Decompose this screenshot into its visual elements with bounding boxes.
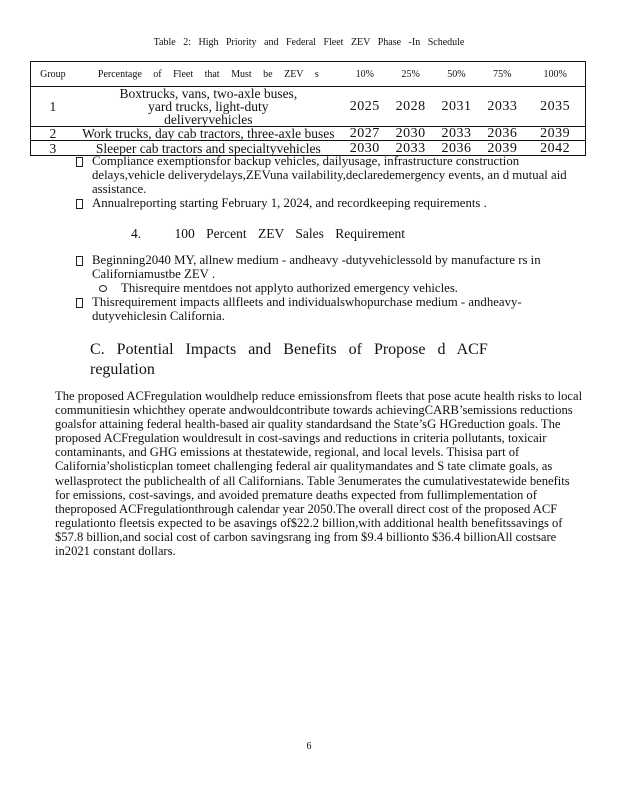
list-item xyxy=(76,154,576,196)
zev-phase-in-table xyxy=(30,61,586,156)
year-cell: 2033 xyxy=(479,87,525,127)
description-cell: Sleeper cab tractors and specialtyvehicles xyxy=(75,141,342,156)
header-percentage: Percentage of Fleet that Must be ZEV s xyxy=(97,68,319,80)
year-cell: 2030 xyxy=(342,141,388,156)
header-group: Group xyxy=(40,68,66,80)
year-cell: 2036 xyxy=(479,127,525,141)
group-cell: 1 xyxy=(31,87,75,127)
year-cell: 2027 xyxy=(342,127,388,141)
sub-list-item xyxy=(99,281,576,295)
section-heading-c: C. Potential Impacts and Benefits of Propose d ACF regulation xyxy=(90,341,488,378)
year-cell: 2035 xyxy=(525,87,585,127)
bullet-box-icon xyxy=(76,199,83,209)
bullet-list-sales xyxy=(76,253,576,323)
section-number: 4. xyxy=(131,226,142,241)
list-item xyxy=(76,253,576,281)
section-title: 100 Percent ZEV Sales Requirement xyxy=(174,226,405,241)
header-10: 10% xyxy=(355,68,374,80)
header-25: 25% xyxy=(401,68,420,80)
list-item-text: Beginning2040 MY, allnew medium - andheavy -dutyvehiclessold by manufacture rs in Californiamustbe ZEV . xyxy=(92,253,541,281)
section-heading-4 xyxy=(131,226,405,242)
year-cell: 2028 xyxy=(388,87,434,127)
year-cell: 2042 xyxy=(525,141,585,156)
bullet-box-icon xyxy=(76,298,83,308)
body-paragraph: The proposed ACFregulation wouldhelp reduce emissionsfrom fleets that pose acute health risks to local communitiesin whichthey operate andwouldcontribute towards achievingCARB’semissions reductions goalsfor attaining federal health-based air quality standardsand the State’sG HGreduction goals. The proposed ACFregulation wouldresult in cost-savings and reductions in criteria pollutants, toxicair contaminants, and GHG emissions at thestatewide, regional, and local levels. Thisisa part of California’sholisticplan tomeet challenging federal air qualitymandates and S tate climate goals, as wellasprotect the publichealth of all Californians. Table 3enumerates the cumulativestatewide benefits for emissions, cost-savings, and avoided premature deaths expected from fullimplementation of theproposed ACFregulationthrough calendar year 2050.The overall direct cost of the proposed ACF regulationto fleetsis expected to be asavings of$22.2 billion,with additional health benefitssavings of $57.8 billion,and social cost of carbon savingsrang ing from $9.4 billionto $36.4 billionAll costsare in2021 constant dollars. xyxy=(55,389,583,559)
table-header-row xyxy=(31,62,586,87)
table-caption: Table 2: High Priority and Federal Fleet ZEV Phase -In Schedule xyxy=(153,37,465,48)
table-row xyxy=(31,127,586,141)
header-50: 50% xyxy=(447,68,466,80)
year-cell: 2036 xyxy=(434,141,480,156)
year-cell: 2031 xyxy=(434,87,480,127)
group-cell: 2 xyxy=(31,127,75,141)
year-cell: 2039 xyxy=(479,141,525,156)
header-75: 75% xyxy=(493,68,512,80)
year-cell: 2033 xyxy=(388,141,434,156)
year-cell: 2025 xyxy=(342,87,388,127)
header-100: 100% xyxy=(543,68,567,80)
year-cell: 2033 xyxy=(434,127,480,141)
description-cell: Work trucks, day cab tractors, three-axle buses xyxy=(75,127,342,141)
group-cell: 3 xyxy=(31,141,75,156)
list-item-text: Compliance exemptionsfor backup vehicles, dailyusage, infrastructure construction delays,vehicle deliverydelays,ZEVuna vailability,declaredemergency events, an d mutual aid assistance. xyxy=(92,154,567,196)
bullet-box-icon xyxy=(76,157,83,167)
bullet-circle-icon xyxy=(99,285,107,292)
page-number: 6 xyxy=(306,741,312,752)
list-item-text: Thisrequirement impacts allfleets and individualswhopurchase medium - andheavy-dutyvehiclesin California. xyxy=(92,295,522,323)
year-cell: 2039 xyxy=(525,127,585,141)
year-cell: 2030 xyxy=(388,127,434,141)
list-item xyxy=(76,295,576,323)
bullet-list-exemptions xyxy=(76,154,576,210)
bullet-box-icon xyxy=(76,256,83,266)
list-item-text: Annualreporting starting February 1, 2024, and recordkeeping requirements . xyxy=(92,196,487,210)
description-cell: Boxtrucks, vans, two-axle buses, yard trucks, light-duty deliveryvehicles xyxy=(75,87,342,127)
sub-list-item-text: Thisrequire mentdoes not applyto authorized emergency vehicles. xyxy=(121,281,458,295)
list-item xyxy=(76,196,576,210)
table-row xyxy=(31,87,586,127)
